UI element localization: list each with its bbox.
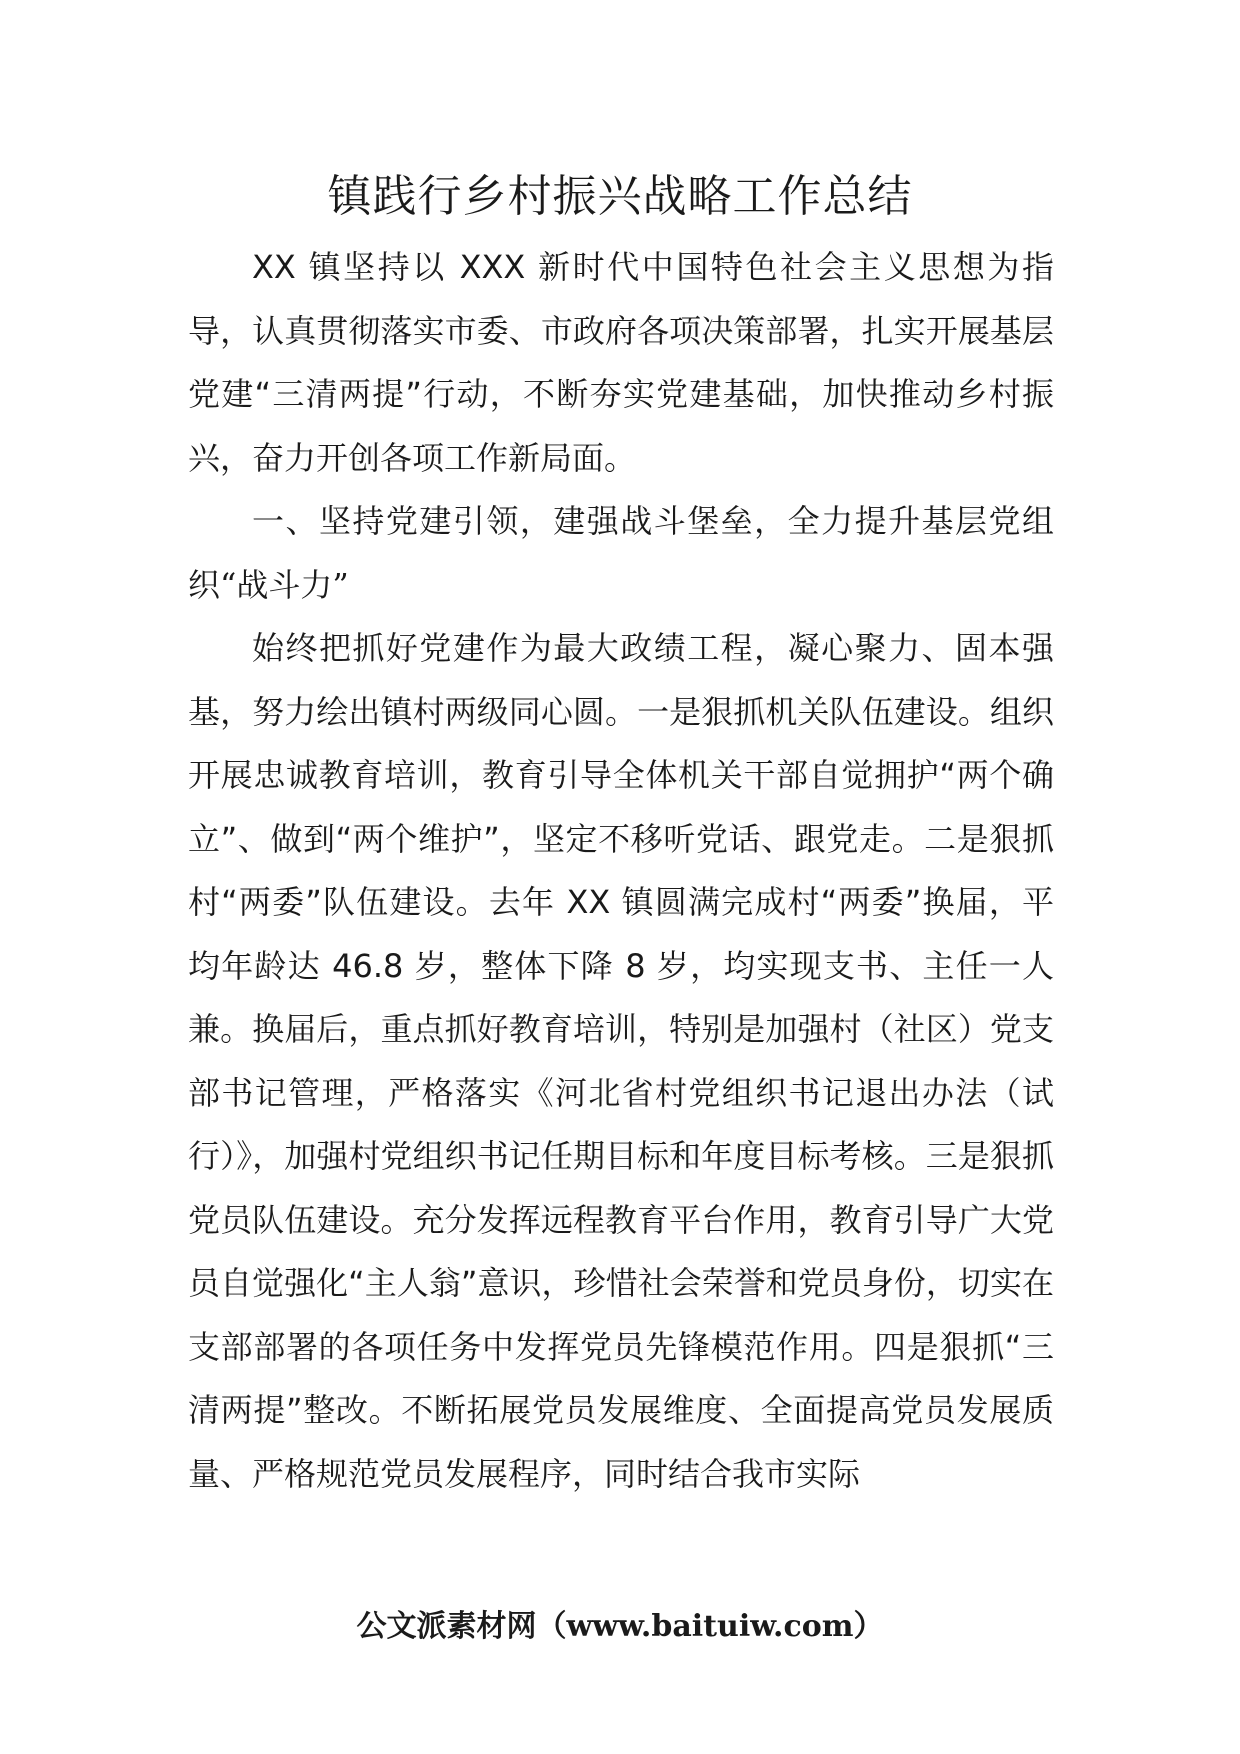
source-watermark: 公文派素材网（www.baituiw.com） [356,1609,884,1644]
document-title: 镇践行乡村振兴战略工作总结 [327,171,913,222]
section-heading-1: 一、坚持党建引领，建强战斗堡垒，全力提升基层党组织“战斗力” [188,502,1054,604]
document-body [188,236,1054,1506]
section-1-paragraph: 始终把抓好党建作为最大政绩工程，凝心聚力、固本强基，努力绘出镇村两级同心圆。一是狠抓机关队伍建设。组织开展忠诚教育培训，教育引导全体机关干部自觉拥护“两个确立”、做到“两个维护”，坚定不移听党话、跟党走。二是狠抓村“两委”队伍建设。去年 XX 镇圆满完成村“两委”换届，平均年龄达 46.8 岁，整体下降 8 岁，均实现支书、主任一人兼。换届后，重点抓好教育培训，特别是加强村（社区）党支部书记管理，严格落实《河北省村党组织书记退出办法（试行）》，加强村党组织书记任期目标和年度目标考核。三是狠抓党员队伍建设。充分发挥远程教育平台作用，教育引导广大党员自觉强化“主人翁”意识，珍惜社会荣誉和党员身份，切实在支部部署的各项任务中发挥党员先锋模范作用。四是狠抓“三清两提”整改。不断拓展党员发展维度、全面提高党员发展质量、严格规范党员发展程序，同时结合我市实际 [188,629,1054,1493]
intro-paragraph: XX 镇坚持以 XXX 新时代中国特色社会主义思想为指导，认真贯彻落实市委、市政府各项决策部署，扎实开展基层党建“三清两提”行动，不断夯实党建基础，加快推动乡村振兴，奋力开创各项工作新局面。 [188,248,1054,477]
